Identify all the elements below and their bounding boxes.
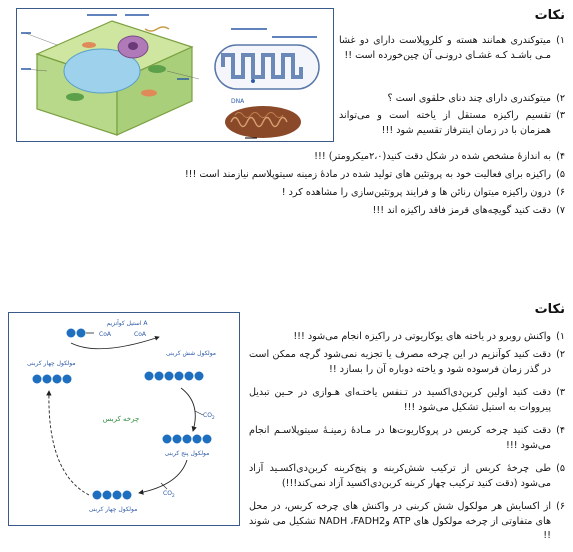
note-number: ۱): [556, 331, 565, 342]
note-text: میتوکندری دارای چند دنای حلقوی است ؟: [387, 93, 551, 104]
note-item: [16, 168, 565, 183]
cell-mitochondria-illustration: [17, 9, 333, 141]
note-item: [249, 330, 565, 345]
note-text: درون راکیزه میتوان رنائن ها و فرایند پروتئین‌سازی را مشاهده کرد !: [281, 187, 551, 198]
four-carbon-bottom-label: مولکول چهار کربنی: [88, 506, 138, 513]
note-text: طی چرخهٔ کربس از ترکیب شش‌کربنه و پنج‌کربنه کربن‌دی‌اکسـید آزاد می‌شود (دقت کنید ترکیب چهار کربنه کربن‌دی‌اکسید آزاد نمی‌کند!!!): [249, 463, 551, 489]
note-text: دقت کنید گویچه‌های قرمز فاقد راکیزه اند !!!: [372, 205, 551, 216]
note-item: [339, 34, 565, 63]
four-carbon-molecule-bottom: [93, 491, 132, 500]
acetyl-coa-molecule: [67, 329, 95, 338]
note-text: راکیزه برای فعالیت خود به پروتئین های تولید شده در مادهٔ زمینه سیتوپلاسم نیازمند است !!!: [184, 169, 551, 180]
section1-heading: نکات: [534, 8, 565, 23]
note-text: دقت کنید اولین کربن‌دی‌اکسید در تـنفس یاختـه‌ای هـوازی در حـین تبدیل پیرووات به استیل تشکیل می‌شود !!!: [249, 387, 551, 413]
note-item: [249, 424, 565, 453]
note-item: [16, 150, 565, 165]
co2-second-subscript: 2: [171, 494, 175, 499]
note-text: تقسیم راکیزه مستقل از یاخته است و می‌تواند همزمان با در زمان اینترفاز تقسیم شود !!!: [339, 110, 551, 136]
note-item: [249, 386, 565, 415]
dna-label: DNA: [231, 98, 245, 105]
krebs-cycle-diagram: [9, 313, 239, 525]
four-carbon-top-label: مولکول چهار کربنی: [27, 360, 76, 367]
section2-notes: [249, 330, 565, 548]
co2-first-label: [203, 412, 215, 421]
krebs-cycle-label: چرخه کربس: [102, 415, 140, 423]
note-number: ۴): [556, 151, 565, 162]
note-text: دقت کنید چرخه کربس در پروکاریوت‌ها در مـادهٔ زمینـهٔ سیتوپلاسـم انجام می‌شود !!!: [249, 425, 551, 451]
acetyl-coa-label: استیل کوآنزیم A: [106, 320, 148, 327]
plant-cell-illustration: [21, 15, 199, 135]
mitochondrion-diagram: [215, 29, 319, 105]
note-number: ۴): [556, 425, 565, 436]
note-number: ۵): [556, 463, 565, 474]
note-number: ۷): [556, 205, 565, 216]
note-number: ۵): [556, 169, 565, 180]
note-text: میتوکندری همانند هسته و کلروپلاست دارای دو غشا مـی باشـد کـه غشـای درونـی آن چین‌خورده است !!: [339, 35, 551, 61]
note-number: ۳): [556, 110, 565, 121]
co2-second-text: CO: [163, 490, 172, 497]
coa-left-label: CoA: [99, 331, 111, 338]
note-text: دقت کنید کوآنزیم در این چرخه مصرف یا تجزیه نمی‌شود گرچه ممکن است در گذر زمان فرسوده شود و یاخته دوباره آن را بسازد !!: [249, 349, 551, 375]
co2-first-text: CO: [203, 412, 212, 419]
coa-right-label: CoA: [134, 331, 146, 338]
note-number: ۶): [556, 501, 565, 512]
section2-heading: نکات: [534, 302, 565, 317]
six-carbon-molecule: [145, 372, 204, 381]
note-number: ۲): [556, 349, 565, 360]
five-carbon-label: مولکول پنج کربنی: [164, 450, 210, 457]
note-number: ۲): [556, 93, 565, 104]
note-item: [249, 348, 565, 377]
co2-second-label: [163, 490, 175, 499]
note-item: [339, 109, 565, 138]
note-item: [339, 92, 565, 107]
note-text: از اکسایش هر مولکول شش کربنی در واکنش های چرخه کربس، در محل های متفاوتی از چرخه مولکول های ATP وNADH ،FADH2 تشکیل می شوند !!: [249, 501, 552, 541]
mitochondrion-micrograph: [225, 106, 301, 138]
note-item: [249, 500, 565, 544]
note-item: [16, 204, 565, 219]
note-item: [249, 462, 565, 491]
note-text: به اندازهٔ مشخص شده در شکل دقت کنید(۲،۰میکرومتر) !!!: [314, 151, 551, 162]
cell-mitochondria-figure: [16, 8, 334, 142]
note-text: واکنش روبرو در یاخته های یوکاریوتی در راکیزه انجام می‌شود !!!: [293, 331, 551, 342]
note-number: ۱): [556, 35, 565, 46]
krebs-cycle-figure: [8, 312, 240, 526]
note-number: ۶): [556, 187, 565, 198]
co2-first-subscript: 2: [211, 416, 215, 421]
five-carbon-molecule: [163, 435, 212, 444]
note-number: ۳): [556, 387, 565, 398]
four-carbon-molecule-top: [33, 375, 72, 384]
section1-notes-wide: [16, 150, 565, 222]
note-item: [16, 186, 565, 201]
six-carbon-label: مولکول شش کربنی: [165, 350, 217, 357]
